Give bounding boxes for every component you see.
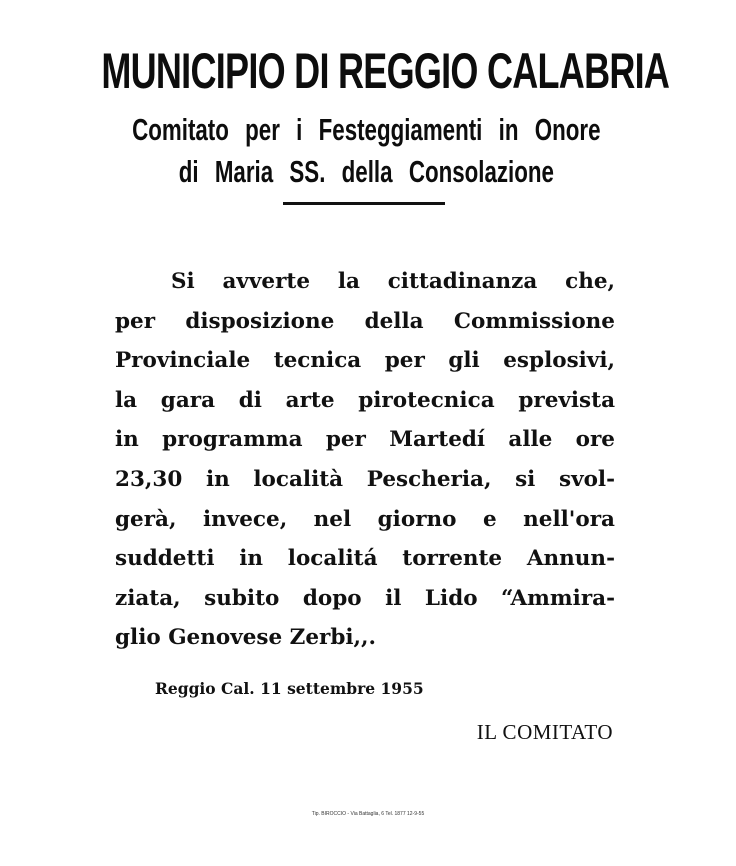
notice-line: gerà, invece, nel giorno e nell'ora [115,506,615,532]
notice-line: per disposizione della Commissione [115,308,615,334]
notice-line: 23,30 in località Pescheria, si svol- [115,466,615,492]
printer-imprint: Tip. BIROCCIO - Via Battaglia, 6 Tel. 1877 12-9-55 [311,811,425,817]
notice-line: suddetti in localitá torrente Annun- [115,546,615,572]
notice-line: Si avverte la cittadinanza che, [171,269,615,294]
title-divider [283,202,445,205]
poster-subtitle-line-1: Comitato per i Festeggiamenti in Onore [132,112,601,147]
notice-line: la gara di arte pirotecnica prevista [115,387,615,413]
date-line: Reggio Cal. 11 settembre 1955 [155,679,424,698]
poster-title: MUNICIPIO DI REGGIO CALABRIA [101,43,670,99]
notice-line: Provinciale tecnica per gli esplosivi, [115,348,615,374]
notice-line: ziata, subito dopo il Lido “Ammira- [115,585,615,611]
notice-body [115,262,615,658]
poster-subtitle-line-2: di Maria SS. della Consolazione [178,154,554,189]
notice-line: glio Genovese Zerbi,,. [115,625,377,651]
notice-line: in programma per Martedí alle ore [115,427,615,453]
signature: IL COMITATO [476,720,613,744]
